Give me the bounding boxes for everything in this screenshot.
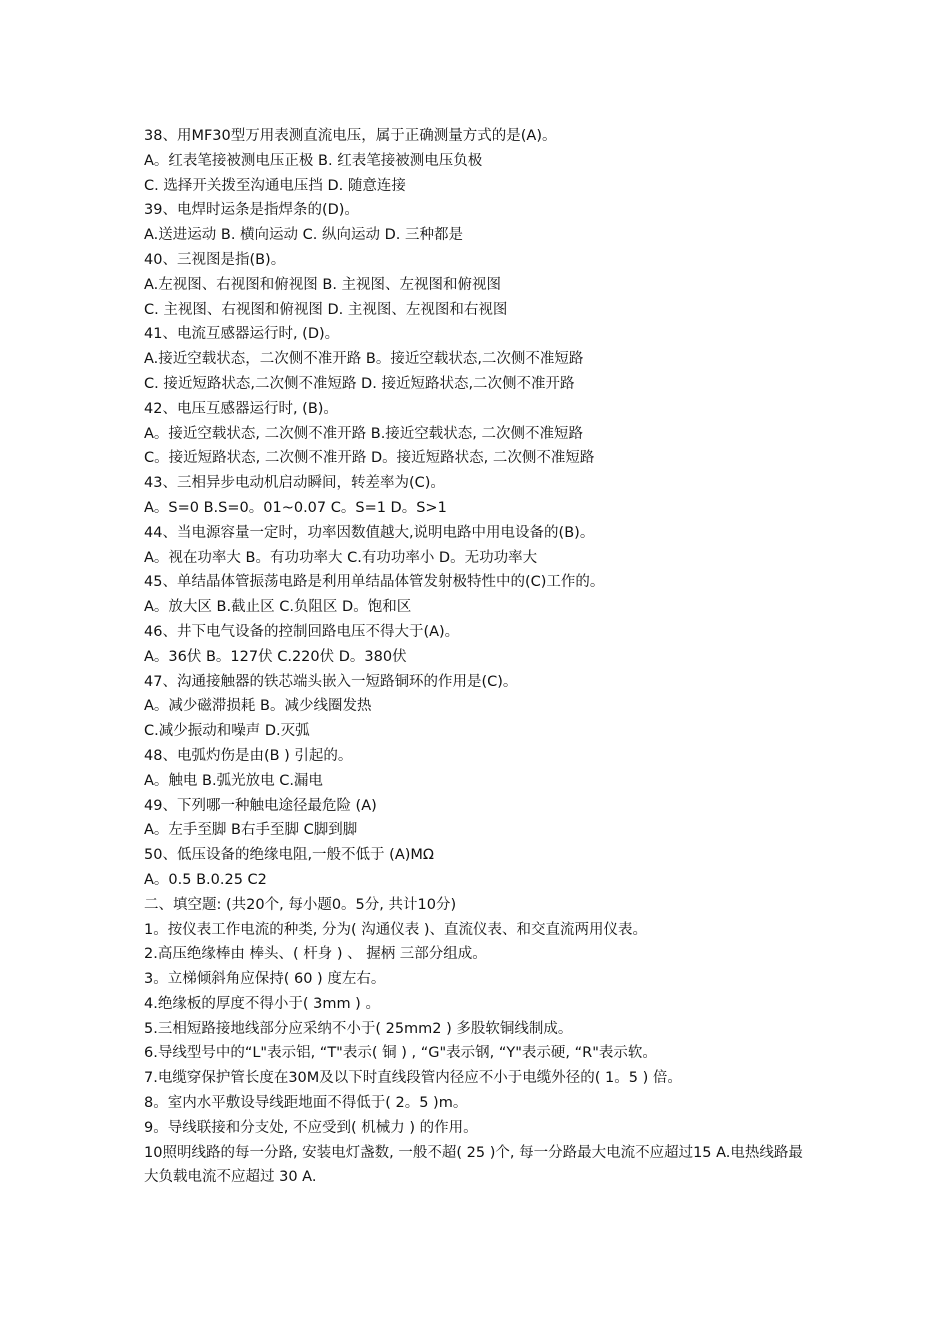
question-38-options-cd: C. 选择开关拨至沟通电压挡 D. 随意连接 (144, 177, 406, 194)
question-44: 44、当电源容量一定时，功率因数值越大,说明电路中用电设备的(B)。 (144, 524, 595, 541)
fill-in-7: 7.电缆穿保护管长度在30M及以下时直线段管内径应不小于电缆外径的( 1。5 ) 倍。 (144, 1070, 682, 1087)
question-39-options: A.送进运动 B. 横向运动 C. 纵向运动 D. 三种都是 (144, 227, 463, 244)
question-40: 40、三视图是指(B)。 (144, 251, 286, 268)
question-44-options: A。视在功率大 B。有功功率大 C.有功功率小 D。无功功率大 (144, 549, 538, 566)
question-42-options-ab: A。接近空载状态, 二次侧不准开路 B.接近空载状态, 二次侧不准短路 (144, 425, 584, 442)
question-46-options: A。36伏 B。127伏 C.220伏 D。380伏 (144, 648, 407, 665)
fill-in-4: 4.绝缘板的厚度不得小于( 3mm ) 。 (144, 995, 380, 1012)
fill-in-5: 5.三相短路接地线部分应采纳不小于( 25mm2 ) 多股软铜线制成。 (144, 1020, 573, 1037)
question-38-options-ab: A。红表笔接被测电压正极 B. 红表笔接被测电压负极 (144, 152, 483, 169)
fill-in-9: 9。导线联接和分支处, 不应受到( 机械力 ) 的作用。 (144, 1119, 478, 1136)
question-41: 41、电流互感器运行时, (D)。 (144, 326, 340, 343)
question-41-options-ab: A.接近空载状态，二次侧不准开路 B。接近空载状态,二次侧不准短路 (144, 351, 584, 368)
fill-in-2: 2.高压绝缘棒由 棒头、( 杆身 ) 、 握柄 三部分组成。 (144, 946, 487, 963)
fill-in-6: 6.导线型号中的“L"表示铝, “T"表示( 铜 ) , “G"表示钢, “Y"表示硬, “R"表示软。 (144, 1045, 657, 1062)
question-47-options-ab: A。减少磁滞损耗 B。减少线圈发热 (144, 698, 372, 715)
question-38: 38、用MF30型万用表测直流电压，属于正确测量方式的是(A)。 (144, 128, 557, 144)
question-50-options: A。0.5 B.0.25 C2 (144, 871, 267, 888)
section-heading-fill-in: 二、填空题: (共20个, 每小题0。5分, 共计10分) (144, 896, 457, 913)
question-40-options-ab: A.左视图、右视图和俯视图 B. 主视图、左视图和俯视图 (144, 276, 502, 293)
question-41-options-cd: C. 接近短路状态,二次侧不准短路 D. 接近短路状态,二次侧不准开路 (144, 375, 575, 392)
fill-in-10: 10照明线路的每一分路, 安装电灯盏数, 一般不超( 25 )个, 每一分路最大电流不应超过15 A.电热线路最大负载电流不应超过 30 A. (144, 1144, 803, 1186)
question-45: 45、单结晶体管振荡电路是利用单结晶体管发射极特性中的(C)工作的。 (144, 574, 605, 591)
question-47-options-cd: C.减少振动和噪声 D.灭弧 (144, 723, 310, 740)
question-49: 49、下列哪一种触电途径最危险 (A) (144, 797, 377, 814)
question-46: 46、井下电气设备的控制回路电压不得大于(A)。 (144, 623, 460, 640)
document-page (144, 124, 814, 1190)
question-50: 50、低压设备的绝缘电阻,一般不低于 (A)MΩ (144, 847, 434, 864)
question-45-options: A。放大区 B.截止区 C.负阻区 D。饱和区 (144, 599, 412, 616)
question-48-options: A。触电 B.弧光放电 C.漏电 (144, 772, 323, 789)
question-42-options-cd: C。接近短路状态, 二次侧不准开路 D。接近短路状态, 二次侧不准短路 (144, 450, 595, 467)
fill-in-8: 8。室内水平敷设导线距地面不得低于( 2。5 )m。 (144, 1095, 468, 1112)
question-43: 43、三相异步电动机启动瞬间，转差率为(C)。 (144, 475, 445, 492)
fill-in-3: 3。立梯倾斜角应保持( 60 ) 度左右。 (144, 971, 386, 988)
question-43-options: A。S=0 B.S=0。01~0.07 C。S=1 D。S>1 (144, 499, 447, 516)
fill-in-1: 1。按仪表工作电流的种类, 分为( 沟通仪表 )、直流仪表、和交直流两用仪表。 (144, 921, 647, 938)
question-39: 39、电焊时运条是指焊条的(D)。 (144, 202, 359, 219)
question-40-options-cd: C. 主视图、右视图和俯视图 D. 主视图、左视图和右视图 (144, 301, 508, 318)
question-48: 48、电弧灼伤是由(B ) 引起的。 (144, 747, 353, 764)
question-49-options: A。左手至脚 B右手至脚 C脚到脚 (144, 822, 358, 839)
question-42: 42、电压互感器运行时, (B)。 (144, 400, 338, 417)
question-47: 47、沟通接触器的铁芯端头嵌入一短路铜环的作用是(C)。 (144, 673, 518, 690)
